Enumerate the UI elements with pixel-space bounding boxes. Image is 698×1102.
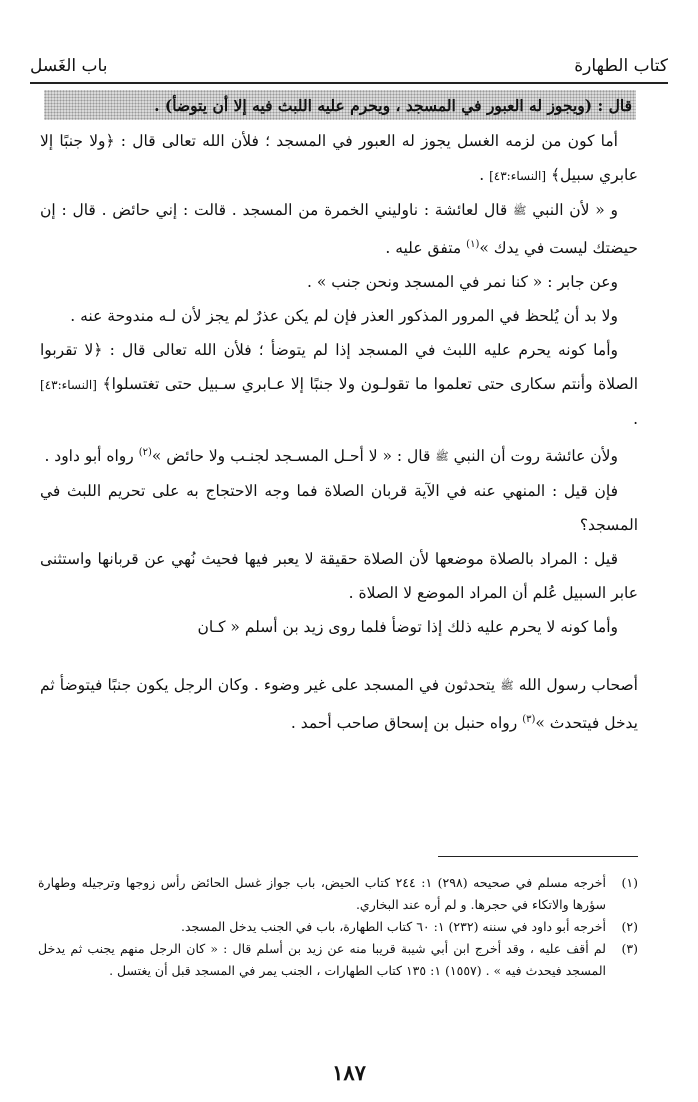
highlighted-statement: قال : (ويجوز له العبور في المسجد ، ويحرم عليه اللبث فيه إلا أن يتوضأ) . (44, 90, 636, 120)
salawat-glyph: ﷺ (500, 679, 514, 693)
paragraph-10: أصحاب رسول الله ﷺ يتحدثون في المسجد على غير وضوء . وكان الرجل يكون جنبًا فيتوضأ ثم يدخل فيتحدث »$^{(٣)}$ رواه حنبل بن إسحاق صاحب أحمد . (40, 676, 638, 733)
paragraph-2: و « لأن النبي ﷺ قال لعائشة : ناوليني الخمرة من المسجد . قالت : إني حائض . قال : إن حيضتك ليست في يدك »$^{(١)}$ متفق عليه . (40, 201, 638, 258)
footnote-number: (٣) (621, 941, 638, 956)
footnote-text: أخرجه أبو داود في سننه (٢٣٢) ١: ٦٠ كتاب الطهارة، باب في الجنب يدخل المسجد. (181, 919, 606, 934)
section-gap (40, 644, 638, 668)
header-chapter-title: باب الغَسل (30, 56, 108, 76)
salawat-glyph: ﷺ (435, 450, 449, 464)
paragraph-8: قيل : المراد بالصلاة موضعها لأن الصلاة حقيقة لا يعبر فيها فحيث نُهي عن قربانها واستثنى عابر السبيل عُلم أن المراد الموضع لا الصلاة . (40, 550, 638, 603)
footnote-text: لم أقف عليه ، وقد أخرج ابن أبي شيبة قريبا منه عن زيد بن أسلم قال : « كان الرجل منهم يجنب ثم يدخل المسجد فيحدث فيه » . (١٥٥٧) ١: ١٣٥ كتاب الطهارات ، الجنب يمر في المسجد قبل أن يغتسل . (38, 941, 606, 978)
footnotes (38, 872, 638, 982)
paragraph-5: وأما كونه يحرم عليه اللبث في المسجد إذا لم يتوضأ ؛ فلأن الله تعالى قال : ﴿لا تقربوا الصلاة وأنتم سكارى حتى تعلموا ما تقولـون ولا جنبًا إلا عـابري سـبيل حتى تغتسلوا﴾ [النساء:٤٣] . (40, 341, 638, 429)
paragraph-3: وعن جابر : « كنا نمر في المسجد ونحن جنب » . (307, 273, 618, 292)
paragraph-4: ولا بد أن يُلحظ في المرور المذكور العذر فإن لم يكن عذرٌ لم يجز لأن لـه مندوحة عنه . (70, 307, 618, 326)
paragraph-1: أما كون من لزمه الغسل يجوز له العبور في المسجد ؛ فلأن الله تعالى قال : ﴿ولا جنبًا إلا عابري سبيل﴾ [النساء:٤٣] . (40, 132, 638, 184)
salawat-glyph: ﷺ (513, 204, 527, 217)
quran-reference: [النساء:٤٣] (489, 169, 546, 183)
quran-reference: [النساء:٤٣] (40, 378, 97, 393)
footnote-item (38, 872, 638, 916)
footnote-text: أخرجه مسلم في صحيحه (٢٩٨) ١: ٢٤٤ كتاب الحيض، باب جواز غسل الحائض رأس زوجها وترجيله وطهارة سؤرها والاتكاء في حجرها. و لم أره عند البخاري. (38, 875, 606, 912)
footnote-marker: (٢) (138, 447, 152, 459)
footnote-marker: (٣) (522, 714, 536, 726)
paragraph-9: وأما كونه لا يحرم عليه ذلك إذا توضأ فلما روى زيد بن أسلم « كـان (197, 618, 618, 637)
main-text (40, 124, 638, 740)
paragraph-6: ولأن عائشة روت أن النبي ﷺ قال : « لا أحـل المسـجد لجنـب ولا حائض »$^{(٢)}$ رواه أبو داود . (44, 447, 618, 466)
footnote-marker: (١) (466, 239, 480, 250)
paragraph-7: فإن قيل : المنهي عنه في الآية قربان الصلاة فما وجه الاحتجاج به على تحريم اللبث في المسجد؟ (40, 482, 638, 535)
footnote-item (38, 938, 638, 982)
running-header (30, 40, 668, 84)
footnote-divider (438, 856, 638, 857)
footnote-item (38, 916, 638, 938)
page-number: ١٨٧ (332, 1060, 366, 1085)
footnote-number: (١) (621, 875, 638, 890)
header-book-title: كتاب الطهارة (574, 56, 668, 76)
footnote-number: (٢) (621, 919, 638, 934)
